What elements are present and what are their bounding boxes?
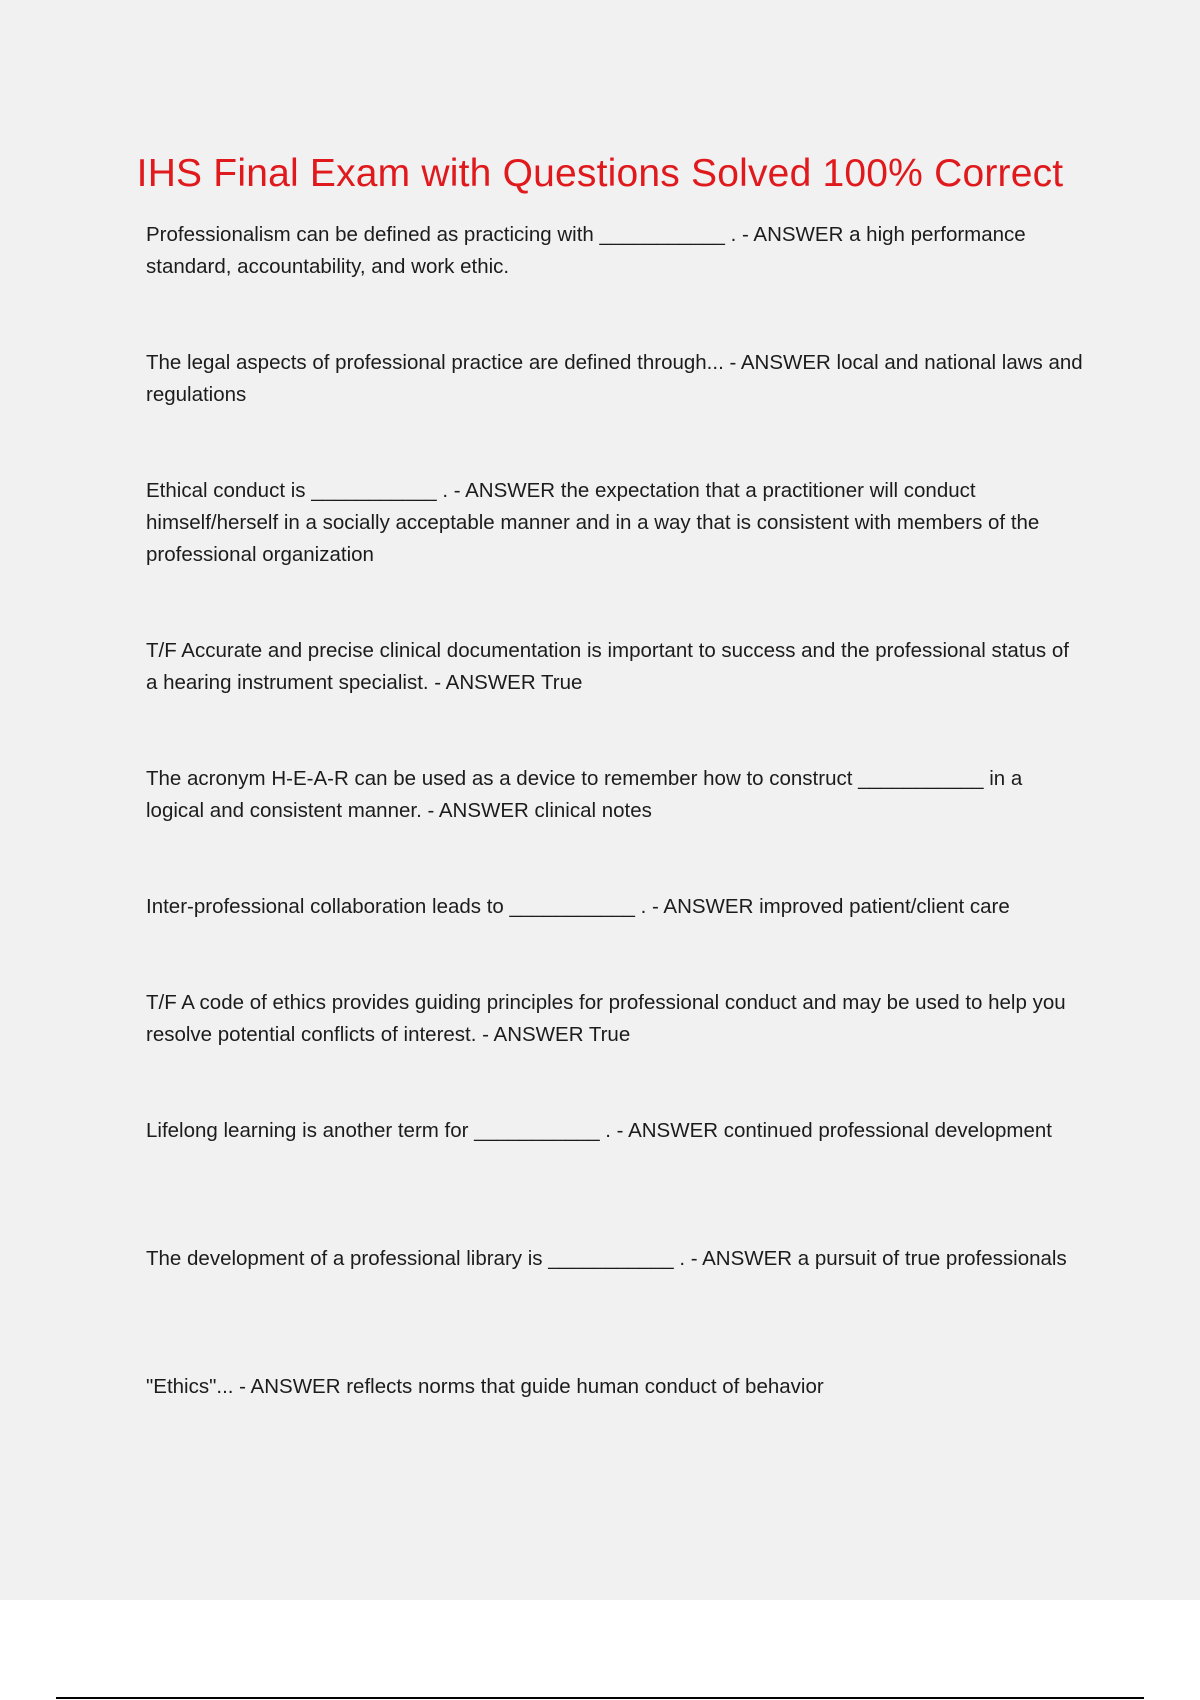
document-title: IHS Final Exam with Questions Solved 100% Correct: [136, 152, 1064, 195]
qa-item-ethics: "Ethics"... - ANSWER reflects norms that guide human conduct of behavior: [146, 1375, 824, 1398]
qa-item-code-of-ethics: T/F A code of ethics provides guiding principles for professional conduct and may be used to help you resolve potential conflicts of interest. - ANSWER True: [146, 991, 1066, 1046]
qa-item-hear-acronym: The acronym H-E-A-R can be used as a device to remember how to construct ___________ in a logical and consistent manner. - ANSWER clinical notes: [146, 767, 1023, 822]
bottom-divider: [56, 1697, 1144, 1699]
qa-item-ethical-conduct: Ethical conduct is ___________ . - ANSWER the expectation that a practitioner will conduct himself/herself in a socially acceptable manner and in a way that is consistent with members of the professional organization: [146, 479, 1040, 566]
qa-item-professionalism: Professionalism can be defined as practicing with ___________ . - ANSWER a high performance standard, accountability, and work ethic.: [146, 223, 1026, 278]
qa-item-lifelong-learning: Lifelong learning is another term for ___________ . - ANSWER continued professional development: [146, 1119, 1052, 1142]
qa-item-legal-aspects: The legal aspects of professional practice are defined through... - ANSWER local and national laws and regulations: [146, 351, 1083, 406]
qa-item-interprofessional: Inter-professional collaboration leads to ___________ . - ANSWER improved patient/client care: [146, 895, 1010, 918]
qa-item-clinical-documentation: T/F Accurate and precise clinical documentation is important to success and the professional status of a hearing instrument specialist. - ANSWER True: [146, 639, 1069, 694]
qa-item-professional-library: The development of a professional library is ___________ . - ANSWER a pursuit of true professionals: [146, 1247, 1067, 1270]
